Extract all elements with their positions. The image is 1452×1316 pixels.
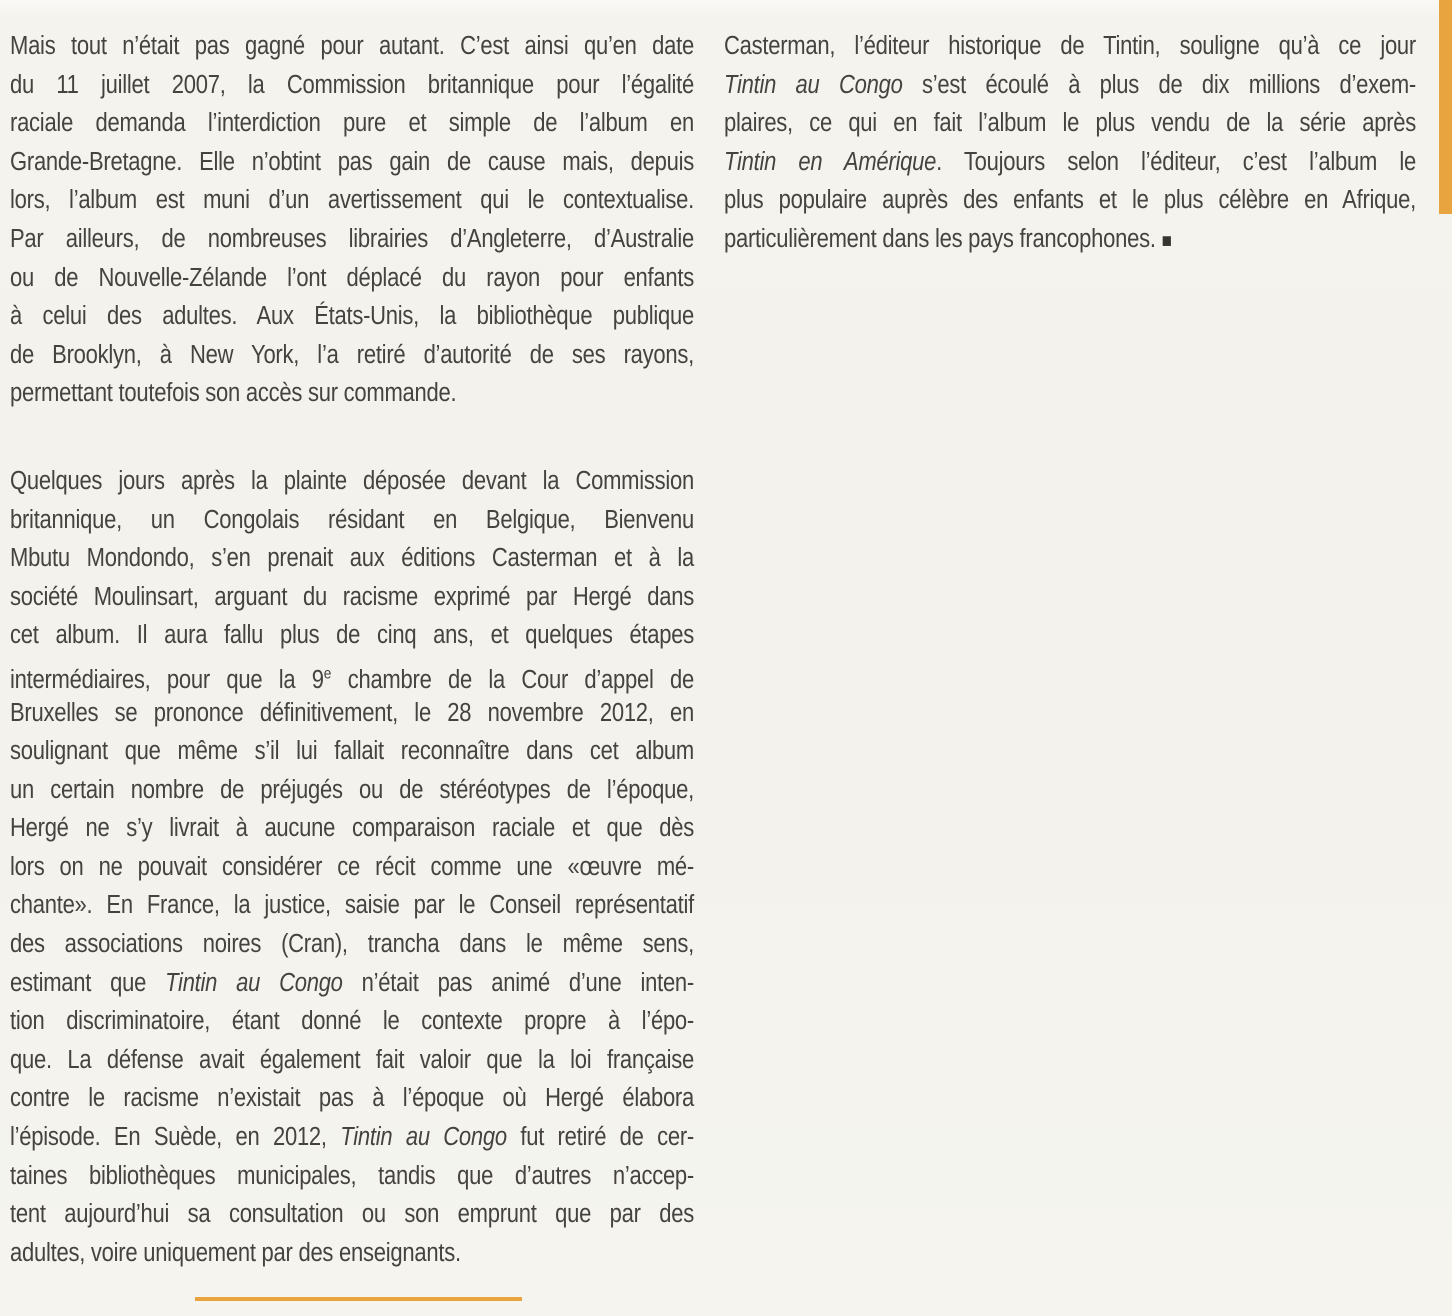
italic-text: Tintin en Amérique <box>724 146 937 176</box>
italic-text: Tintin au Congo <box>724 68 903 99</box>
text-segment: intermédiaires, pour que la 9 <box>10 664 324 694</box>
text-segment: Par ailleurs, de nombreuses librairies d’Angleterre, d’Australie <box>10 223 694 253</box>
text-segment: tion discriminatoire, étant donné le contexte propre à l’épo- <box>10 1005 694 1036</box>
text-segment: fut retiré de cer- <box>506 1121 694 1151</box>
text-line <box>724 216 1416 262</box>
text-segment: plaires, ce qui en fait l’album le plus vendu de la série après <box>724 107 1416 137</box>
text-segment: Casterman, l’éditeur historique de Tintin, souligne qu’à ce jour <box>724 30 1416 60</box>
text-segment: lors, l’album est muni d’un avertissement qui le contextualise. <box>10 184 694 215</box>
paragraph <box>10 27 694 413</box>
text-segment: chante». En France, la justice, saisie par le Conseil représentatif <box>10 889 694 920</box>
text-segment: un certain nombre de préjugés ou de stéréotypes de l’époque, <box>10 773 694 804</box>
text-segment: Mbutu Mondondo, s’en prenait aux éditions Casterman et à la <box>10 542 694 572</box>
text-segment: ou de Nouvelle-Zélande l’ont déplacé du rayon pour enfants <box>10 261 694 292</box>
text-segment: plus populaire auprès des enfants et le plus célèbre en Afrique, <box>724 184 1416 215</box>
text-segment: l’épisode. En Suède, en 2012, <box>10 1121 341 1151</box>
paragraph <box>724 27 1416 259</box>
end-of-article-mark: ■ <box>1161 229 1172 252</box>
text-segment: Grande-Bretagne. Elle n’obtint pas gain de cause mais, depuis <box>10 146 694 176</box>
text-segment: raciale demanda l’interdiction pure et simple de l’album en <box>10 107 694 137</box>
text-segment: adultes, voire uniquement par des enseignants. <box>10 1237 461 1267</box>
text-segment: lors on ne pouvait considérer ce récit comme une «œuvre mé- <box>10 851 694 881</box>
text-segment: soulignant que même s’il lui fallait reconnaître dans cet album <box>10 735 694 765</box>
text-segment: société Moulinsart, arguant du racisme exprimé par Hergé dans <box>10 580 694 611</box>
text-segment: à celui des adultes. Aux États-Unis, la bibliothèque publique <box>10 300 694 330</box>
text-segment: Quelques jours après la plainte déposée devant la Commission <box>10 465 694 495</box>
text-segment: de Brooklyn, à New York, l’a retiré d’autorité de ses rayons, <box>10 339 694 369</box>
text-segment: particulièrement dans les pays francophones. <box>724 223 1162 253</box>
text-line <box>10 371 694 417</box>
text-segment: Mais tout n’était pas gagné pour autant. C’est ainsi qu’en date <box>10 30 694 60</box>
text-segment: Hergé ne s’y livrait à aucune comparaison raciale et que dès <box>10 812 694 843</box>
text-segment: du 11 juillet 2007, la Commission britannique pour l’égalité <box>10 68 694 99</box>
right-column <box>724 27 1416 259</box>
text-segment: estimant que <box>10 966 166 997</box>
paragraph <box>10 462 694 1272</box>
text-segment: . Toujours selon l’éditeur, c’est l’album le <box>936 146 1416 176</box>
text-segment: permettant toutefois son accès sur commande. <box>10 377 457 408</box>
text-segment: s’est écoulé à plus de dix millions d’exem- <box>902 68 1416 99</box>
text-segment: que. La défense avait également fait valoir que la loi française <box>10 1044 694 1074</box>
text-segment: tent aujourd’hui sa consultation ou son emprunt que par des <box>10 1198 694 1228</box>
text-segment: e <box>323 664 332 682</box>
text-line <box>10 1230 694 1276</box>
italic-text: Tintin au Congo <box>340 1121 507 1151</box>
accent-rule-bottom <box>195 1297 522 1301</box>
left-column <box>10 27 694 1272</box>
text-segment: cet album. Il aura fallu plus de cinq ans, et quelques étapes <box>10 619 694 650</box>
text-segment: britannique, un Congolais résidant en Belgique, Bienvenu <box>10 503 694 534</box>
text-segment: contre le racisme n’existait pas à l’époque où Hergé élabora <box>10 1082 694 1113</box>
text-segment: Bruxelles se prononce définitivement, le 28 novembre 2012, en <box>10 696 694 727</box>
text-segment: n’était pas animé d’une inten- <box>342 966 694 997</box>
text-segment: chambre de la Cour d’appel de <box>331 664 695 694</box>
italic-text: Tintin au Congo <box>165 966 343 997</box>
text-segment: taines bibliothèques municipales, tandis que d’autres n’accep- <box>10 1159 694 1190</box>
accent-bar-right <box>1439 0 1452 214</box>
text-segment: des associations noires (Cran), trancha dans le même sens, <box>10 928 694 958</box>
